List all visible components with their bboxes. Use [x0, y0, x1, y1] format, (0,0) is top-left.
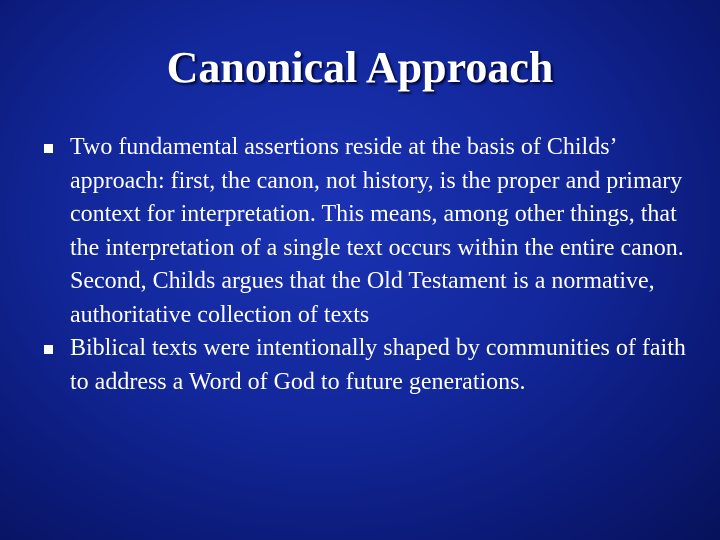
bullet-list [40, 131, 690, 399]
bullet-text: Biblical texts were intentionally shaped by communities of faith to address a Word of God to future generations. [70, 335, 686, 395]
slide-title: Canonical Approach [166, 43, 554, 92]
bullet-item [40, 131, 690, 332]
square-bullet-icon [44, 345, 53, 354]
bullet-text: Two fundamental assertions reside at the basis of Childs’ approach: first, the canon, not history, is the proper and primary context for interpretation. This means, among other things, that the interpretation of a single text occurs within the entire canon. Second, Childs argues that the Old Testament is a normative, authoritative collection of texts [70, 134, 684, 328]
bullet-item [40, 332, 690, 399]
square-bullet-icon [44, 144, 53, 153]
